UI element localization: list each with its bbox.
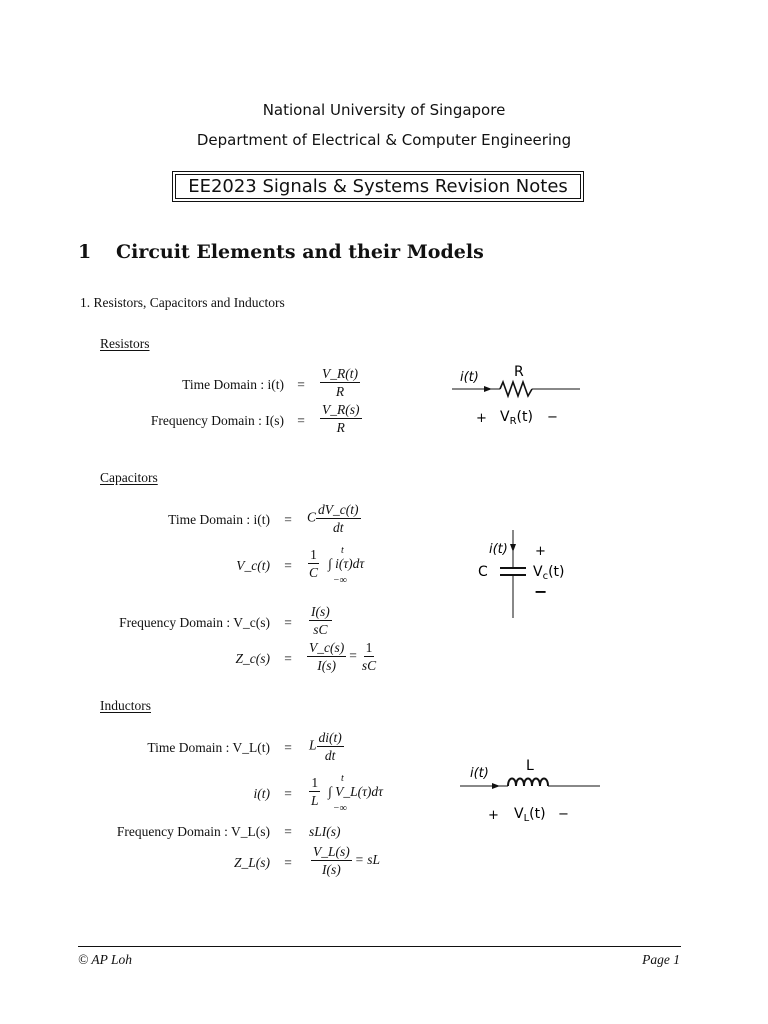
plus-sign: + [488,808,499,823]
fraction-denominator: R [336,420,345,435]
fraction-numerator: dV_c(t) [318,502,359,517]
footer-page-number: Page 1 [642,952,680,967]
current-arrow-icon [510,544,516,552]
equals-sign: = [284,615,292,630]
section-title: Circuit Elements and their Models [116,241,484,263]
resistor-freq-fraction [320,402,362,435]
equals-sign: = [297,413,305,428]
capacitor-integral: ∫ i(τ)dτ [328,556,365,571]
inductor-impedance-rhs [311,844,380,877]
resistor-time-label: Time Domain : i(t) [182,377,284,392]
fraction-numerator: 1 [365,640,373,655]
inductance-symbol: L [309,737,317,753]
capacitor-voltage-label: V_c(t) [236,558,270,573]
inductor-coil-icon [508,779,548,787]
equals-sign: = [284,512,292,527]
resistor-zigzag-icon [500,382,532,396]
fraction-numerator: V_R(s) [322,402,360,417]
fraction-numerator: 1 [311,775,319,790]
inductor-current-label: i(t) [253,786,270,801]
document-title: EE2023 Signals & Systems Revision Notes [175,174,581,199]
integral-lower-limit: −∞ [333,575,347,586]
current-arrow-icon [492,783,500,789]
resistors-heading: Resistors [100,336,150,351]
inductor-time-rhs [309,730,344,763]
department-name: Department of Electrical & Computer Engineering [196,131,572,149]
fraction-denominator: sC [313,622,328,637]
capacitor-voltage-rhs [307,547,320,580]
equals-sign: = [297,377,305,392]
fraction-denominator: dt [333,520,344,535]
fraction-denominator: I(s) [322,862,341,877]
inductors-heading: Inductors [100,698,151,713]
inductor-freq-label: Frequency Domain : V_L(s) [116,824,270,839]
current-label: i(t) [489,542,508,557]
element-label: R [514,364,524,380]
footer-copyright: © AP Loh [78,952,133,967]
element-label: C [478,564,488,580]
equals-sign: = [284,558,292,573]
inductor-freq-rhs: sLI(s) [309,824,341,839]
fraction-numerator: V_L(s) [313,844,350,859]
fraction-numerator: V_c(s) [309,640,345,655]
equals-sign: = [284,824,292,839]
equals-sign: = [349,647,357,663]
fraction-denominator: dt [324,748,336,763]
equals-sign: = [284,651,292,666]
capacitor-time-rhs [307,502,361,535]
voltage-label: $V_R(t)$ [500,409,533,427]
fraction-numerator: V_R(t) [322,366,358,381]
fraction-numerator: di(t) [318,730,342,745]
inductor-current-rhs [309,775,321,808]
plus-sign: + [476,411,487,426]
capacitor-freq-label: Frequency Domain : V_c(s) [119,615,270,630]
element-label: L [526,758,534,774]
resistor-diagram [440,360,600,430]
inductor-diagram [450,755,610,830]
inductor-time-label: Time Domain : V_L(t) [147,740,270,755]
fraction-numerator: 1 [310,547,317,562]
integral-upper-limit: t [341,773,344,784]
impedance-result: = sL [354,851,380,867]
current-label: i(t) [460,370,479,385]
capacitor-diagram [470,525,580,625]
minus-sign: − [558,807,569,822]
voltage-label: $V_c(t)$ [533,564,565,582]
list-item-heading: 1. Resistors, Capacitors and Inductors [80,295,285,310]
capacitor-freq-fraction [309,604,332,637]
resistor-time-fraction [320,366,360,399]
fraction-denominator: I(s) [317,658,336,673]
capacitance-symbol: C [307,509,317,525]
fraction-denominator: sC [361,658,377,673]
equals-sign: = [284,786,292,801]
resistor-freq-label: Frequency Domain : I(s) [150,413,284,428]
fraction-denominator: L [311,793,319,808]
title-box [172,171,584,202]
capacitor-time-label: Time Domain : i(t) [168,512,270,527]
current-arrow-icon [484,386,492,392]
fraction-denominator: C [309,565,319,580]
equals-sign: = [284,740,292,755]
inductor-impedance-label: Z_L(s) [233,855,270,870]
university-name: National University of Singapore [262,101,506,119]
minus-sign: − [534,582,548,601]
plus-sign: + [535,544,546,559]
capacitor-impedance-rhs [307,640,378,673]
capacitors-heading: Capacitors [100,470,158,485]
equals-sign: = [284,855,292,870]
inductor-integral: ∫ V_L(τ)dτ [328,784,383,799]
integral-upper-limit: t [341,545,344,556]
current-label: i(t) [470,766,489,781]
fraction-numerator: I(s) [311,604,330,619]
footer-rule [78,946,681,947]
section-number: 1 [78,241,92,263]
minus-sign: − [547,410,558,425]
voltage-label: $V_L(t)$ [514,806,546,824]
integral-lower-limit: −∞ [333,803,347,814]
fraction-denominator: R [335,384,345,399]
capacitor-impedance-label: Z_c(s) [235,651,270,666]
